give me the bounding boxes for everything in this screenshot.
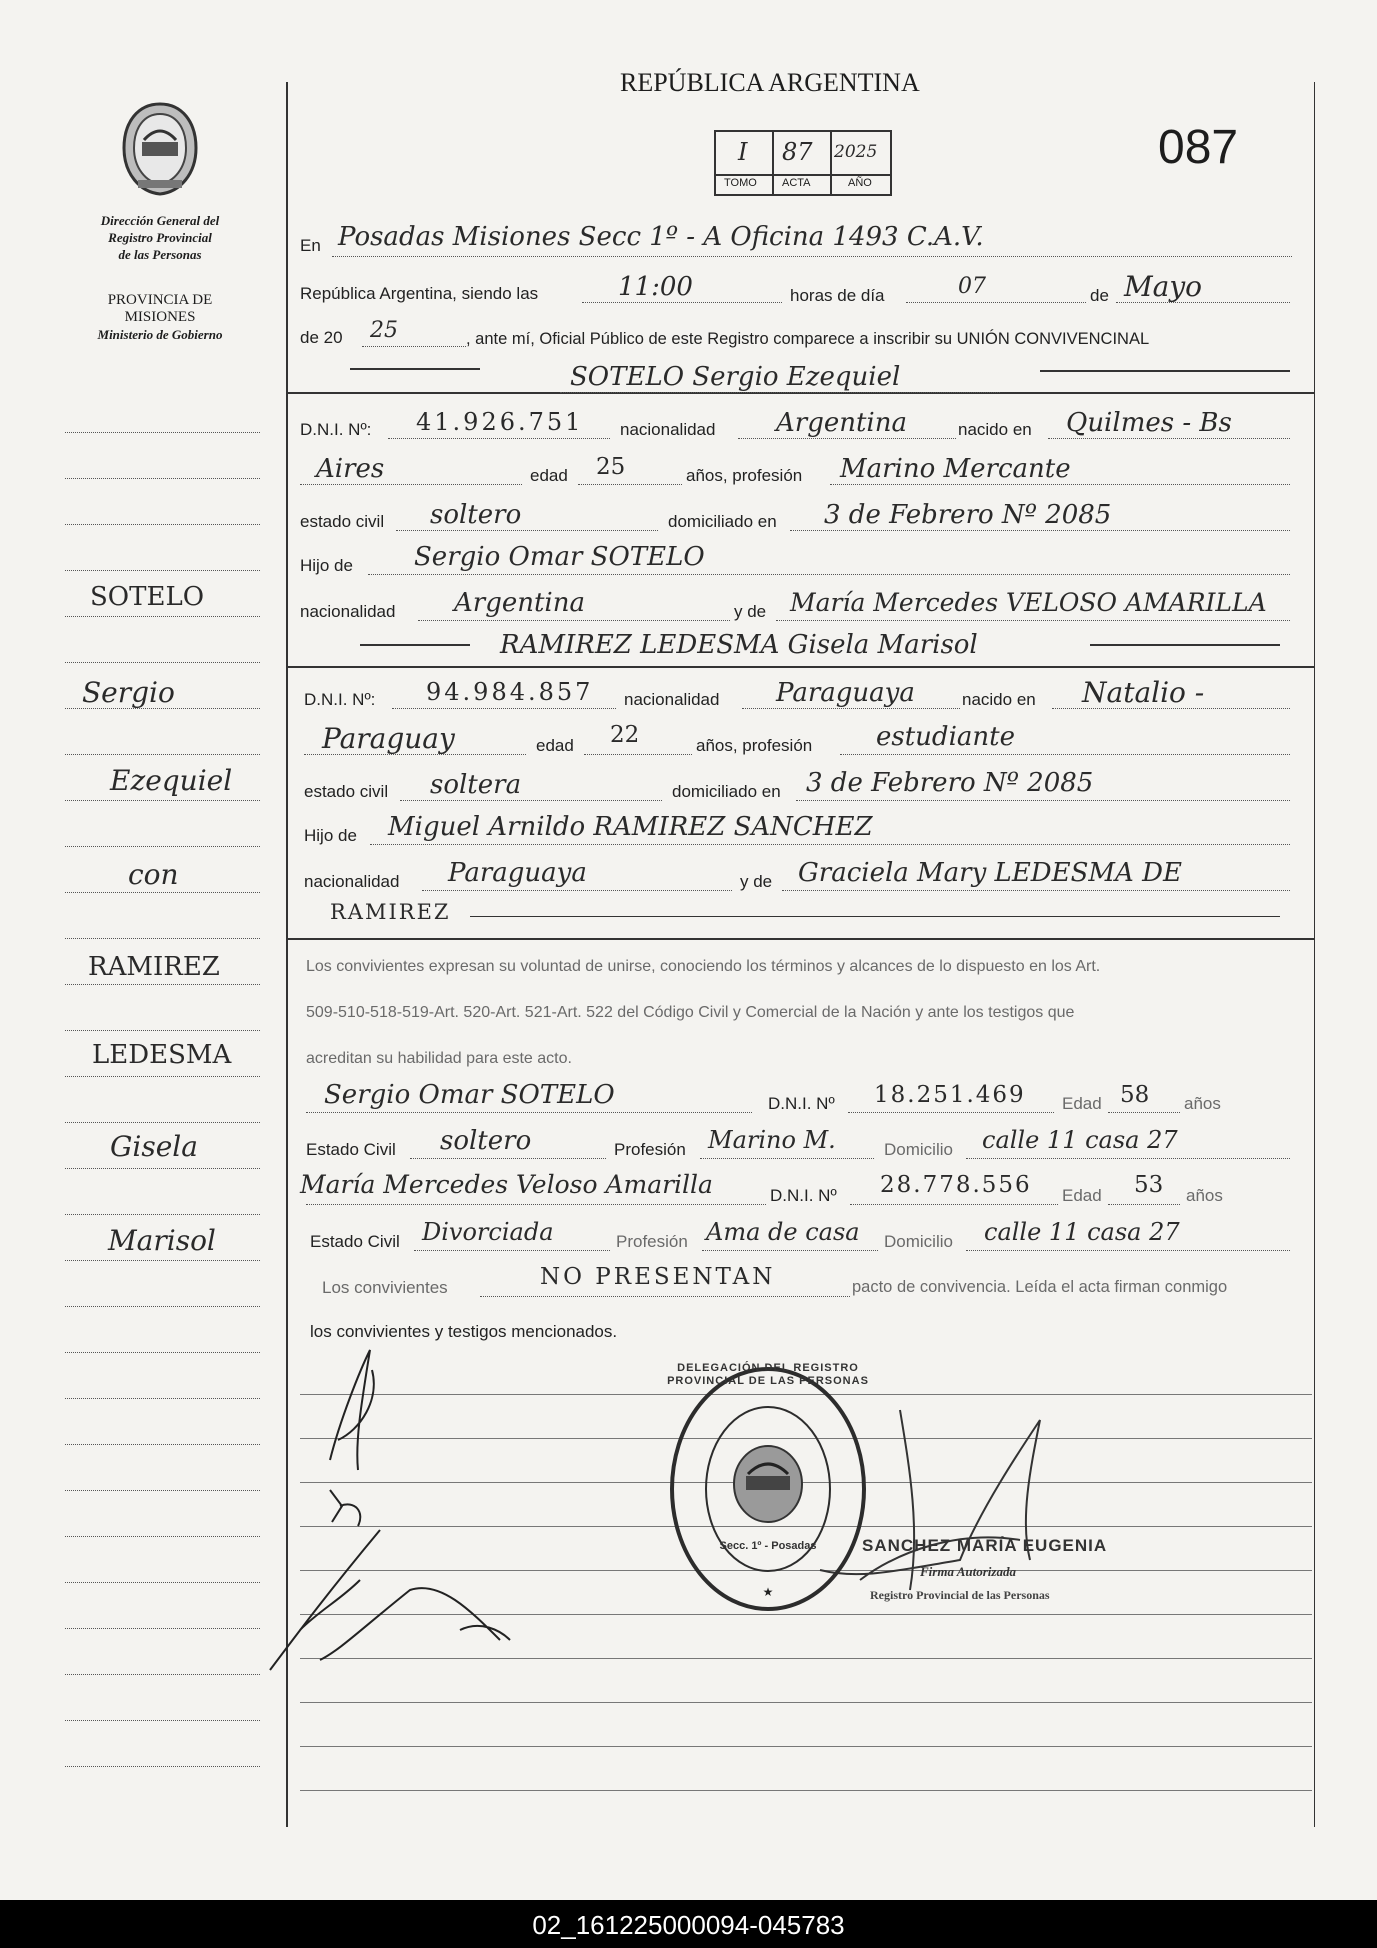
- year-suffix: 25: [370, 318, 398, 343]
- sidebar-name-ezequiel: Ezequiel: [110, 764, 233, 797]
- p2-dni-label: D.N.I. Nº:: [304, 690, 376, 709]
- w1-dni-label: D.N.I. Nº: [768, 1094, 835, 1113]
- p1-father-value: Sergio Omar SOTELO: [414, 542, 705, 572]
- sidebar-name-sergio: Sergio: [82, 676, 175, 709]
- signer-org: Registro Provincial de las Personas: [870, 1588, 1050, 1602]
- institution-line: Registro Provincial: [108, 230, 212, 245]
- day-value: 07: [958, 274, 986, 299]
- footer-bar: [0, 1900, 1377, 1948]
- closing-presentan: NO PRESENTAN: [540, 1264, 776, 1290]
- en-label: En: [300, 236, 321, 255]
- institution-line: Dirección General del: [100, 213, 220, 228]
- sidebar-name-con: con: [128, 858, 179, 891]
- p2-hijo-label: Hijo de: [304, 826, 357, 845]
- horas-label: horas de día: [790, 286, 885, 305]
- p1-nationality-value: Argentina: [776, 408, 907, 438]
- w2-civil-status: Divorciada: [422, 1218, 554, 1246]
- p1-estado-label: estado civil: [300, 512, 385, 531]
- closing-pacto-text: pacto de convivencia. Leída el acta firman conmigo: [852, 1278, 1228, 1296]
- sidebar-name-ledesma: LEDESMA: [92, 1040, 232, 1070]
- p2-father-nationality: Paraguaya: [448, 858, 587, 888]
- svg-text:★: ★: [762, 1585, 774, 1599]
- p2-profession-value: estudiante: [876, 722, 1015, 752]
- ministry-line: Ministerio de Gobierno: [97, 327, 223, 342]
- p1-father-nationality: Argentina: [454, 588, 585, 618]
- signer-role: Firma Autorizada: [920, 1564, 1016, 1579]
- p2-birthplace-value: Natalio -: [1082, 676, 1205, 709]
- tomo-value: I: [738, 138, 748, 166]
- statement-text: , ante mí, Oficial Público de este Registro comparece a inscribir su UNIÓN CONVIVENCINAL: [466, 330, 1150, 348]
- w1-age-value: 58: [1120, 1082, 1150, 1108]
- w1-anios-label: años: [1184, 1094, 1221, 1113]
- acta-value: 87: [782, 138, 813, 166]
- p1-domicilio-label: domiciliado en: [668, 512, 777, 531]
- province-line: MISIONES: [124, 309, 196, 325]
- republica-label: República Argentina, siendo las: [300, 284, 539, 303]
- main-frame-right: [1314, 82, 1315, 1827]
- month-value: Mayo: [1124, 270, 1203, 303]
- country-title: REPÚBLICA ARGENTINA: [620, 68, 920, 97]
- w2-anios-label: años: [1186, 1186, 1223, 1205]
- p2-address-value: 3 de Febrero Nº 2085: [806, 768, 1094, 798]
- w1-civil-status: soltero: [440, 1126, 532, 1156]
- p2-nacionalidad-label: nacionalidad: [624, 690, 720, 709]
- p2-age-value: 22: [610, 722, 640, 748]
- sidebar-name-gisela: Gisela: [110, 1130, 198, 1163]
- person2-name: RAMIREZ LEDESMA Gisela Marisol: [500, 630, 978, 660]
- w1-domicilio-label: Domicilio: [884, 1140, 953, 1159]
- w1-estado-label: Estado Civil: [306, 1140, 396, 1159]
- w2-domicilio-label: Domicilio: [884, 1232, 953, 1251]
- p1-nacionalidad-label: nacionalidad: [620, 420, 716, 439]
- p2-domicilio-label: domiciliado en: [672, 782, 781, 801]
- p2-profesion-label: años, profesión: [696, 736, 813, 755]
- p2-edad-label: edad: [536, 736, 574, 755]
- p1-birthplace-value: Quilmes - Bs: [1066, 408, 1232, 438]
- p1-address-value: 3 de Febrero Nº 2085: [824, 500, 1112, 530]
- w2-address-value: calle 11 casa 27: [984, 1218, 1180, 1246]
- year-prefix: de 20: [300, 328, 343, 347]
- sidebar: [0, 0, 285, 1900]
- p2-y-de-label: y de: [740, 872, 773, 891]
- w2-age-value: 53: [1134, 1172, 1164, 1198]
- legal-line-2: 509-510-518-519-Art. 520-Art. 521-Art. 522 del Código Civil y Comercial de la Nación y ante los testigos que: [306, 1004, 1075, 1021]
- p2-dni-value: 94.984.857: [426, 678, 594, 706]
- stamp-ring-text: DELEGACIÓN DEL REGISTRO PROVINCIAL DE LAS PERSONAS: [667, 1362, 869, 1387]
- anio-label: AÑO: [848, 177, 872, 189]
- institution-line: de las Personas: [118, 247, 202, 262]
- stamp-inner-text: Secc. 1º - Posadas: [719, 1540, 817, 1552]
- closing-line-2: los convivientes y testigos mencionados.: [310, 1322, 618, 1341]
- w1-profesion-label: Profesión: [614, 1140, 686, 1159]
- person1-name: SOTELO Sergio Ezequiel: [570, 362, 901, 392]
- w2-dni-value: 28.778.556: [880, 1172, 1032, 1198]
- w1-edad-label: Edad: [1062, 1094, 1102, 1113]
- p1-dni-label: D.N.I. Nº:: [300, 420, 372, 439]
- p2-mother-cont: RAMIREZ: [330, 900, 451, 924]
- closing-convivientes-label: Los convivientes: [322, 1278, 448, 1297]
- p1-edad-label: edad: [530, 466, 568, 485]
- place-value: Posadas Misiones Secc 1º - A Oficina 1493 C.A.V.: [338, 222, 984, 252]
- p1-profession-value: Marino Mercante: [840, 454, 1071, 484]
- w1-dni-value: 18.251.469: [874, 1082, 1026, 1108]
- w2-profesion-label: Profesión: [616, 1232, 688, 1251]
- tomo-label: TOMO: [724, 177, 757, 189]
- p1-dni-value: 41.926.751: [416, 408, 584, 436]
- w2-name: María Mercedes Veloso Amarilla: [300, 1170, 713, 1199]
- p1-age-value: 25: [596, 454, 626, 480]
- tomo-acta-anio-box: [714, 130, 892, 196]
- p1-birthplace-cont: Aires: [316, 454, 385, 484]
- sidebar-name-marisol: Marisol: [108, 1224, 216, 1257]
- p2-nationality-value: Paraguaya: [776, 678, 915, 708]
- legal-line-1: Los convivientes expresan su voluntad de unirse, conociendo los términos y alcances de lo dispuesto en los Art.: [306, 958, 1101, 975]
- barcode-text: 02_161225000094-045783: [532, 1910, 845, 1940]
- p1-mother-value: María Mercedes VELOSO AMARILLA: [790, 588, 1267, 617]
- p1-y-de-label: y de: [734, 602, 767, 621]
- province-line: PROVINCIA DE: [107, 292, 213, 308]
- signer-name: SANCHEZ MARÍA EUGENIA: [862, 1536, 1108, 1555]
- p2-nacido-label: nacido en: [962, 690, 1036, 709]
- w2-dni-label: D.N.I. Nº: [770, 1186, 837, 1205]
- de-label: de: [1090, 286, 1109, 305]
- w2-edad-label: Edad: [1062, 1186, 1102, 1205]
- province-emblem-icon: [118, 100, 202, 198]
- official-stamp: [668, 1364, 868, 1614]
- p2-nac-padre-label: nacionalidad: [304, 872, 400, 891]
- w2-estado-label: Estado Civil: [310, 1232, 400, 1251]
- p1-nacido-label: nacido en: [958, 420, 1032, 439]
- w1-profession-value: Marino M.: [708, 1126, 836, 1154]
- w2-profession-value: Ama de casa: [706, 1218, 860, 1246]
- acta-label: ACTA: [782, 177, 811, 189]
- stamp-ring-icon: [668, 1364, 868, 1614]
- p2-birthplace-cont: Paraguay: [322, 722, 455, 755]
- sidebar-name-ramirez: RAMIREZ: [88, 952, 220, 982]
- p2-mother-value: Graciela Mary LEDESMA DE: [798, 858, 1182, 888]
- sidebar-name-sotelo: SOTELO: [90, 582, 205, 612]
- w1-name: Sergio Omar SOTELO: [324, 1080, 615, 1110]
- p1-nac-padre-label: nacionalidad: [300, 602, 396, 621]
- p2-father-value: Miguel Arnildo RAMIREZ SANCHEZ: [388, 812, 873, 842]
- p1-hijo-label: Hijo de: [300, 556, 353, 575]
- p2-civil-status: soltera: [430, 770, 522, 800]
- sheet-number: 087: [1158, 121, 1239, 174]
- legal-line-3: acreditan su habilidad para este acto.: [306, 1050, 572, 1067]
- p1-civil-status: soltero: [430, 500, 522, 530]
- hour-value: 11:00: [618, 272, 693, 302]
- anio-value: 2025: [834, 142, 878, 162]
- p2-estado-label: estado civil: [304, 782, 389, 801]
- w1-address-value: calle 11 casa 27: [982, 1126, 1178, 1154]
- p1-profesion-label: años, profesión: [686, 466, 803, 485]
